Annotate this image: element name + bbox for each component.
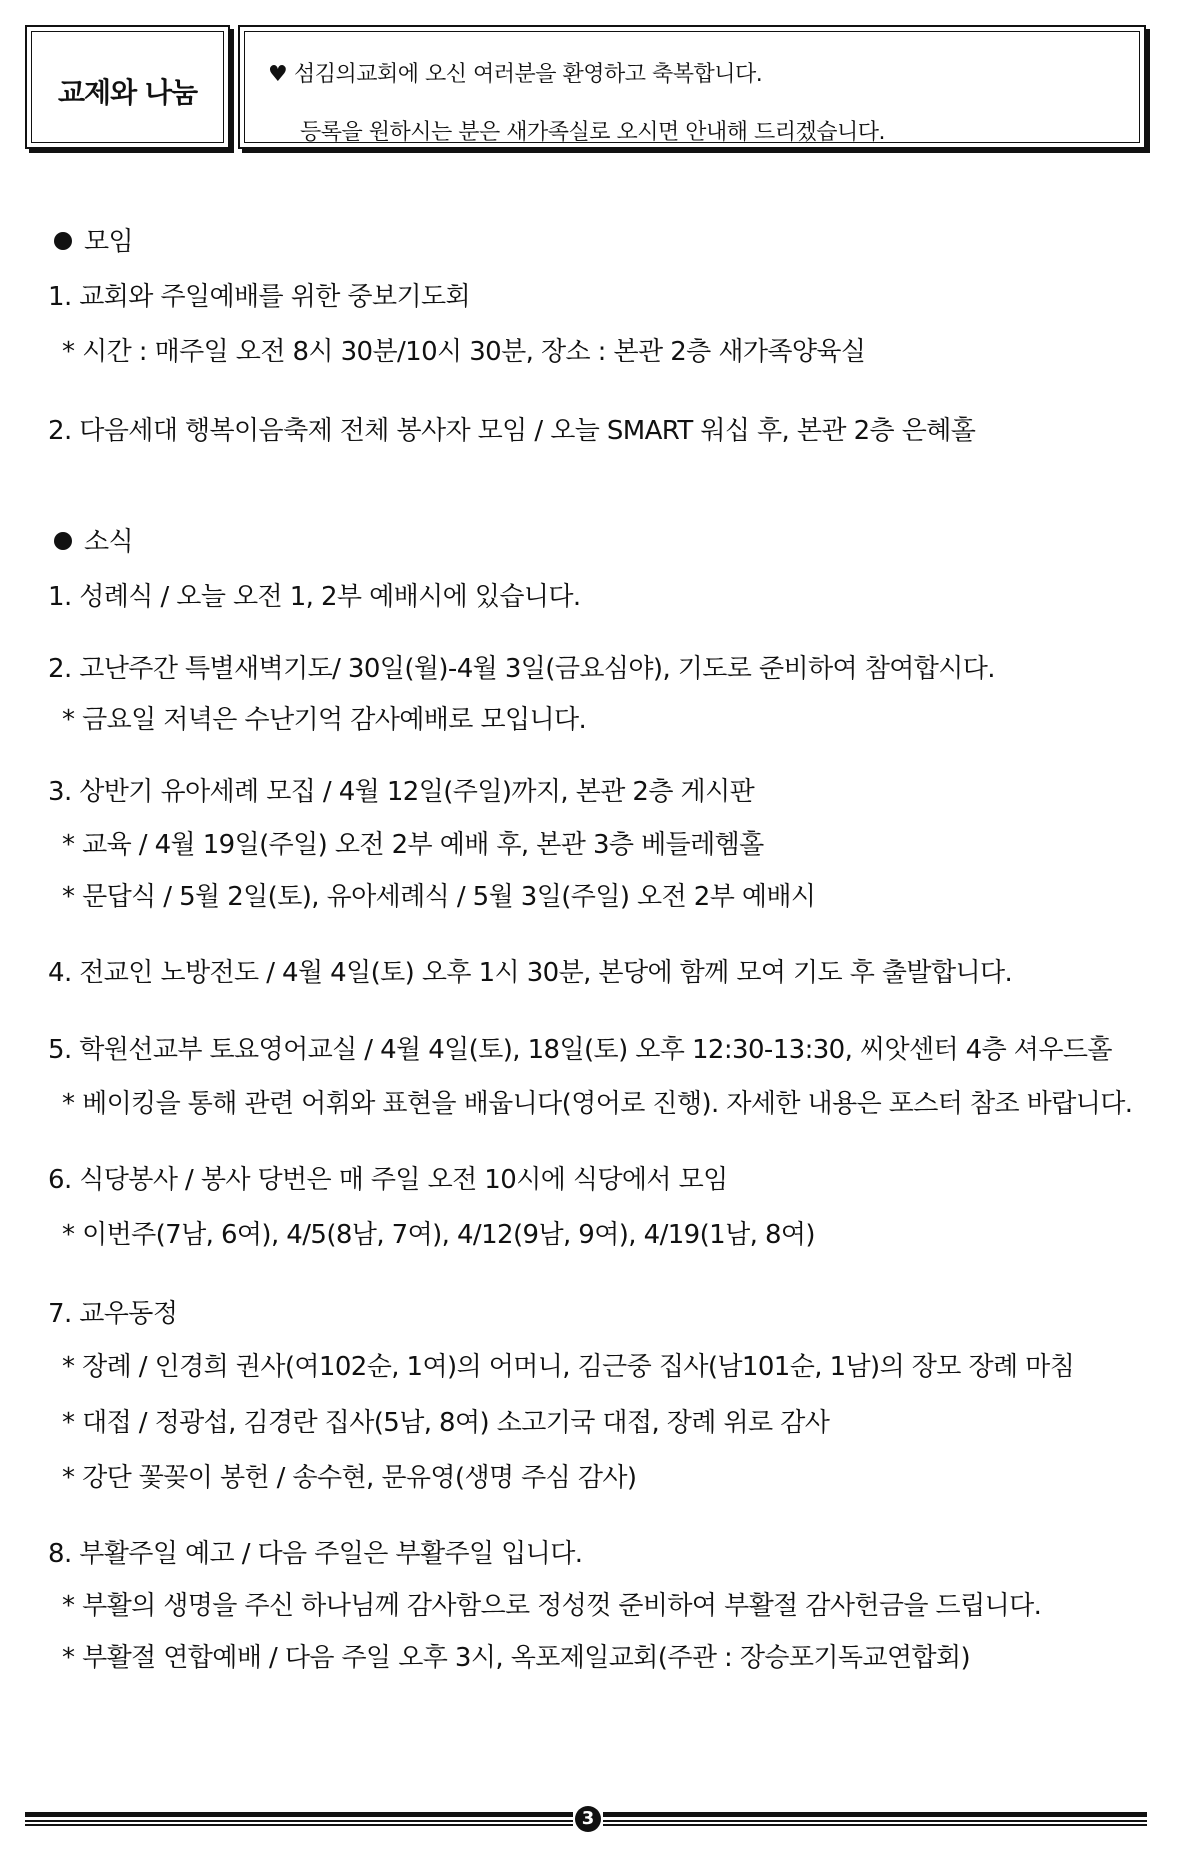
welcome-notice-box [238, 25, 1146, 149]
section-title: 교제와 나눔 [58, 76, 197, 109]
news-detail: * 베이킹을 통해 관련 어휘와 표현을 배웁니다(영어로 진행). 자세한 내용은 포스터 참조 바랍니다. [62, 1089, 1133, 1119]
news-detail: * 교육 / 4월 19일(주일) 오전 2부 예배 후, 본관 3층 베들레헴홀 [62, 830, 764, 860]
gathering-heading [48, 225, 133, 259]
news-detail: * 이번주(7남, 6여), 4/5(8남, 7여), 4/12(9남, 9여), 4/19(1남, 8여) [62, 1220, 815, 1250]
news-detail: * 부활절 연합예배 / 다음 주일 오후 3시, 옥포제일교회(주관 : 장승포기독교연합회) [62, 1643, 971, 1673]
news-item: 3. 상반기 유아세례 모집 / 4월 12일(주일)까지, 본관 2층 게시판 [48, 777, 755, 807]
news-heading [48, 525, 133, 559]
welcome-notice-line-2: 등록을 원하시는 분은 새가족실로 오시면 안내해 드리겠습니다. [300, 120, 886, 145]
news-detail: * 대접 / 정광섭, 김경란 집사(5남, 8여) 소고기국 대접, 장례 위로 감사 [62, 1408, 830, 1438]
welcome-text: 섬김의교회에 오신 여러분을 환영하고 축복합니다. [294, 62, 763, 87]
news-item: 4. 전교인 노방전도 / 4월 4일(토) 오후 1시 30분, 본당에 함께 모여 기도 후 출발합니다. [48, 958, 1013, 988]
gathering-detail: * 시간 : 매주일 오전 8시 30분/10시 30분, 장소 : 본관 2층 새가족양육실 [62, 337, 866, 367]
news-detail: * 부활의 생명을 주신 하나님께 감사함으로 정성껏 준비하여 부활절 감사헌금을 드립니다. [62, 1591, 1042, 1621]
news-item: 7. 교우동정 [48, 1299, 178, 1329]
news-item: 8. 부활주일 예고 / 다음 주일은 부활주일 입니다. [48, 1539, 583, 1569]
news-heading-text: 소식 [84, 527, 134, 557]
news-item: 1. 성례식 / 오늘 오전 1, 2부 예배시에 있습니다. [48, 582, 581, 612]
welcome-notice-line-1 [268, 57, 762, 88]
footer-rule-right [603, 1812, 1147, 1826]
news-item: 6. 식당봉사 / 봉사 당번은 매 주일 오전 10시에 식당에서 모임 [48, 1165, 728, 1195]
gathering-item: 1. 교회와 주일예배를 위한 중보기도회 [48, 282, 471, 312]
news-detail: * 강단 꽃꽂이 봉헌 / 송수현, 문유영(생명 주심 감사) [62, 1463, 637, 1493]
news-detail: * 금요일 저녁은 수난기억 감사예배로 모입니다. [62, 705, 587, 735]
news-item: 2. 고난주간 특별새벽기도/ 30일(월)-4월 3일(금요심야), 기도로 준비하여 참여합시다. [48, 654, 995, 684]
gathering-heading-text: 모임 [84, 227, 134, 257]
news-detail: * 문답식 / 5월 2일(토), 유아세례식 / 5월 3일(주일) 오전 2부 예배시 [62, 882, 816, 912]
footer-rule-left [25, 1812, 573, 1826]
gathering-item: 2. 다음세대 행복이음축제 전체 봉사자 모임 / 오늘 SMART 워십 후, 본관 2층 은혜홀 [48, 416, 976, 446]
page-number-badge: 3 [575, 1806, 601, 1832]
news-item: 5. 학원선교부 토요영어교실 / 4월 4일(토), 18일(토) 오후 12:30-13:30, 씨앗센터 4층 셔우드홀 [48, 1035, 1112, 1065]
news-detail: * 장례 / 인경희 권사(여102순, 1여)의 어머니, 김근중 집사(남101순, 1남)의 장모 장례 마침 [62, 1352, 1075, 1382]
bullet-icon [54, 232, 72, 250]
heart-icon: ♥ [268, 62, 288, 87]
bullet-icon [54, 532, 72, 550]
section-title-box [25, 25, 230, 149]
